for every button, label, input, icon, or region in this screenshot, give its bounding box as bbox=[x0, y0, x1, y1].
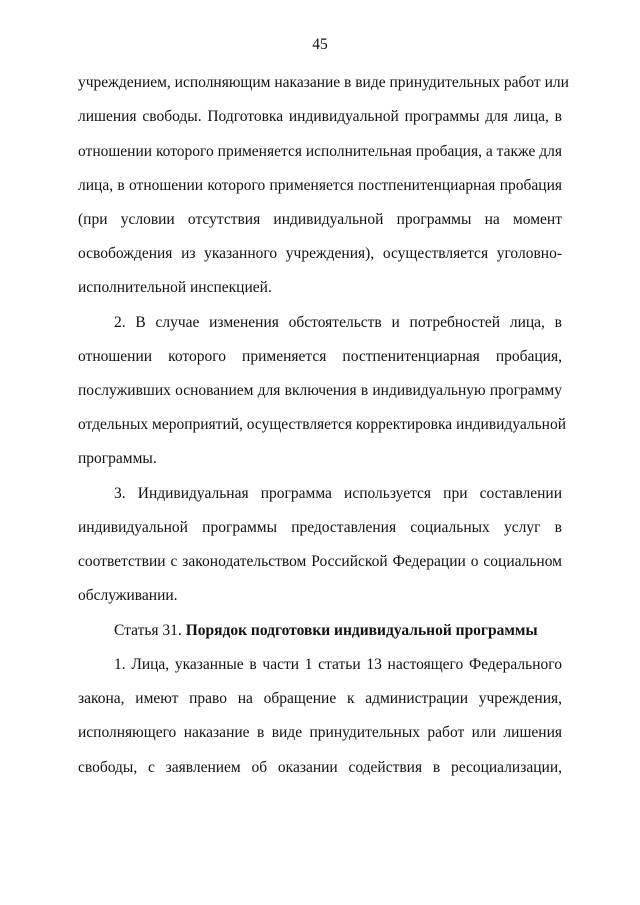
text-line: 1. Лица, указанные в части 1 статьи 13 настоящего Федерального bbox=[114, 656, 562, 673]
text-line: отношении которого применяется исполнительная пробация, а также для bbox=[78, 143, 562, 160]
text-line: 3. Индивидуальная программа используется при составлении bbox=[114, 485, 562, 502]
article-label: Статья 31. bbox=[114, 622, 182, 639]
text-line: отношении которого применяется постпенитенциарная пробация, bbox=[78, 348, 562, 365]
text-line: программы. bbox=[78, 450, 157, 467]
article-heading bbox=[114, 621, 562, 641]
text-line: лица, в отношении которого применяется постпенитенциарная пробация bbox=[78, 177, 562, 194]
text-line: исполнительной инспекцией. bbox=[78, 279, 272, 296]
text-line: свободы, с заявлением об оказании содействия в ресоциализации, bbox=[78, 759, 562, 776]
text-line: закона, имеют право на обращение к администрации учреждения, bbox=[78, 690, 562, 707]
text-line: обслуживании. bbox=[78, 587, 178, 604]
text-line: индивидуальной программы предоставления социальных услуг в bbox=[78, 519, 562, 536]
text-line: (при условии отсутствия индивидуальной программы на момент bbox=[78, 211, 562, 228]
text-line: исполняющего наказание в виде принудительных работ или лишения bbox=[78, 724, 562, 741]
text-line: послуживших основанием для включения в индивидуальную программу bbox=[78, 382, 562, 399]
text-line: освобождения из указанного учреждения), осуществляется уголовно- bbox=[78, 245, 562, 262]
text-line: отдельных мероприятий, осуществляется корректировка индивидуальной bbox=[78, 416, 567, 433]
text-line: учреждением, исполняющим наказание в виде принудительных работ или bbox=[78, 74, 569, 91]
article-title: Порядок подготовки индивидуальной программы bbox=[185, 622, 538, 639]
page-number: 45 bbox=[312, 36, 328, 53]
text-line: 2. В случае изменения обстоятельств и потребностей лица, в bbox=[114, 314, 562, 331]
text-line: лишения свободы. Подготовка индивидуальной программы для лица, в bbox=[78, 108, 562, 125]
text-line: соответствии с законодательством Российской Федерации о социальном bbox=[78, 553, 562, 570]
